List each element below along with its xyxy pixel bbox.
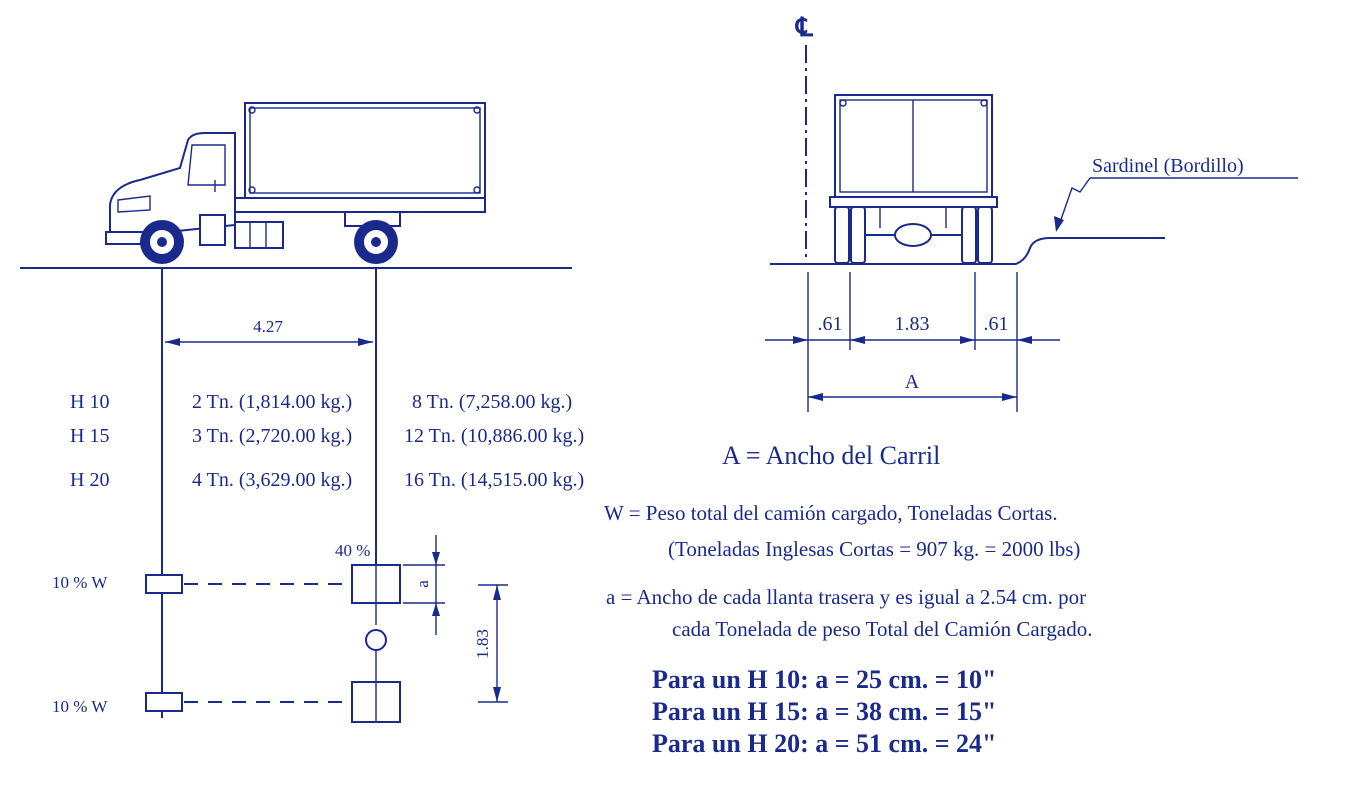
rear-tire-right-inner (962, 207, 976, 263)
front-wheel (140, 220, 184, 264)
chassis-frame (230, 198, 485, 212)
front-load-h20: 4 Tn. (3,629.00 kg.) (192, 469, 353, 491)
axle-width-label: 1.83 (473, 629, 492, 659)
arrow-head (432, 603, 440, 616)
front-load-h10: 2 Tn. (1,814.00 kg.) (192, 391, 353, 413)
cargo-box (245, 103, 485, 198)
percent-10-top-label: 10 % W (52, 573, 108, 592)
differential (366, 630, 386, 650)
arrow-head (1017, 336, 1032, 344)
arrow-head (432, 552, 440, 565)
bumper (106, 232, 146, 244)
arrow-head (808, 393, 823, 401)
w-definition-line2: (Toneladas Inglesas Cortas = 907 kg. = 2000 lbs) (668, 537, 1081, 561)
a-definition-line1: a = Ancho de cada llanta trasera y es igual a 2.54 cm. por (606, 585, 1087, 609)
class-h15: H 15 (70, 425, 110, 447)
rear-tire-right-outer (978, 207, 992, 263)
rear-load-h10: 8 Tn. (7,258.00 kg.) (412, 391, 573, 413)
arrow-head (358, 338, 373, 346)
class-h10: H 10 (70, 391, 110, 413)
dim-left-label: .61 (817, 313, 843, 335)
lane-width-label: A (904, 371, 920, 393)
rear-load-h15: 12 Tn. (10,886.00 kg.) (404, 425, 585, 447)
differential-housing (895, 224, 931, 246)
arrow-head (1054, 216, 1064, 232)
dim-mid-label: 1.83 (894, 313, 930, 335)
truck-side-view (20, 103, 584, 722)
tire-width-h15: Para un H 15: a = 38 cm. = 15" (652, 697, 997, 726)
sardinel-label: Sardinel (Bordillo) (1092, 155, 1244, 177)
arrow-head (493, 687, 501, 702)
arrow-head (493, 585, 501, 600)
truck-rear-view (765, 13, 1298, 412)
dim-right-label: .61 (983, 313, 1009, 335)
tire-width-h20: Para un H 20: a = 51 cm. = 24" (652, 729, 997, 758)
step (200, 215, 225, 245)
rear-wheel (354, 220, 398, 264)
class-h20: H 20 (70, 469, 110, 491)
tire-width-h10: Para un H 10: a = 25 cm. = 10" (652, 665, 997, 694)
front-tire-top (146, 575, 182, 593)
a-dim-label: a (413, 580, 432, 588)
lane-width-definition: A = Ancho del Carril (722, 441, 941, 470)
centerline-symbol: ℄ (796, 13, 813, 42)
arrow-head (850, 336, 865, 344)
a-definition-line2: cada Tonelada de peso Total del Camión Cargado. (672, 617, 1093, 641)
rear-tire-left-inner (851, 207, 865, 263)
arrow-head (165, 338, 180, 346)
arrow-head (793, 336, 808, 344)
percent-40-label: 40 % (335, 541, 371, 560)
notes (604, 441, 1092, 758)
arrow-head (1002, 393, 1017, 401)
arrow-head (960, 336, 975, 344)
wheelbase-label: 4.27 (253, 317, 283, 336)
front-load-h15: 3 Tn. (2,720.00 kg.) (192, 425, 353, 447)
rear-frame (830, 197, 997, 207)
rear-tire-left-outer (835, 207, 849, 263)
front-tire-bottom (146, 693, 182, 711)
fuel-tank (235, 222, 283, 248)
rear-load-h20: 16 Tn. (14,515.00 kg.) (404, 469, 585, 491)
w-definition-line1: W = Peso total del camión cargado, Toneladas Cortas. (604, 501, 1058, 525)
percent-10-bottom-label: 10 % W (52, 697, 108, 716)
